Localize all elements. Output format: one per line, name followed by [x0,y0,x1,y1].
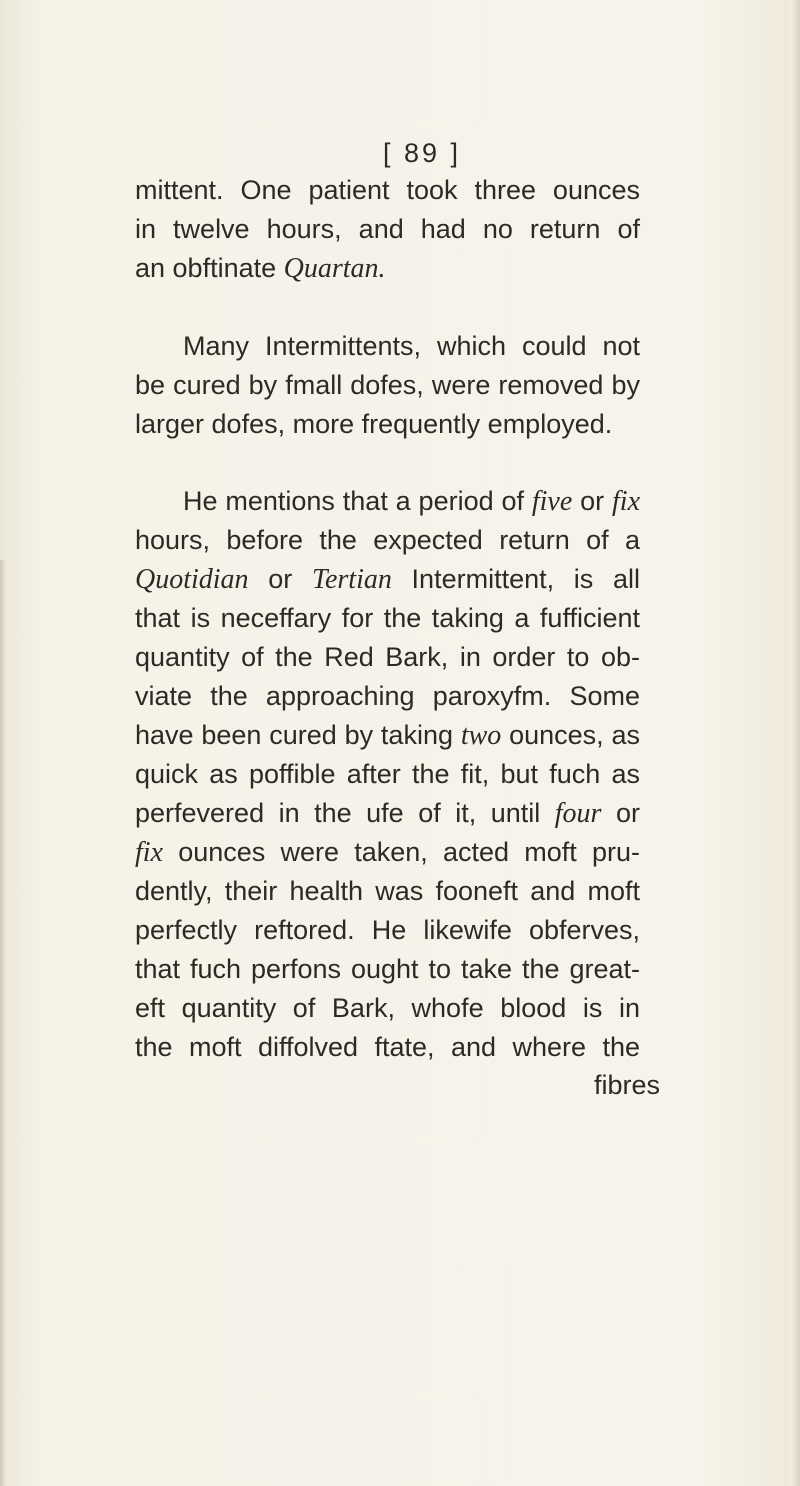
text-line: the moft diffolved ftate, and where the [135,1032,640,1062]
text-line: eft quantity of Bark, whofe blood is in [135,993,640,1023]
page-edge-shadow [790,0,800,1486]
text-line: that fuch perfons ought to take the great- [135,954,640,984]
text-line: viate the approaching paroxyfm. Some [135,681,640,711]
italic-text: fix [612,486,641,517]
text-line: be cured by fmall dofes, were removed by [135,370,640,400]
italic-text: Tertian [311,564,392,595]
paragraph-2 [135,327,640,444]
page-number-header: [ 89 ] [382,138,462,168]
text-line: fix ounces were taken, acted moft pru- [135,837,640,868]
text-line: hours, before the expected return of a [135,525,640,555]
text-line: dently, their health was fooneft and moft [135,876,640,906]
text-line: an obftinate Quartan. [135,253,386,284]
italic-text: Quartan. [283,253,386,284]
text-line: perfectly reftored. He likewife obferves, [135,915,640,945]
paragraph-3 [135,482,640,1067]
italic-text: Quotidian [135,564,249,595]
text-line: mittent. One patient took three ounces [135,175,640,205]
italic-text: fix [135,837,163,868]
text-line: larger dofes, more frequently employed. [135,409,613,439]
text-line: perfevered in the ufe of it, until four or [135,798,640,829]
text-line: in twelve hours, and had no return of [135,214,640,244]
text-line: have been cured by taking two ounces, as [135,720,640,751]
page-gutter-shadow [0,560,6,1486]
text-line: quick as poffible after the fit, but fuch as [135,759,640,789]
italic-text: four [554,798,602,829]
catchword: fibres [594,1070,661,1100]
text-line: quantity of the Red Bark, in order to ob- [135,642,640,672]
paragraph-1 [135,171,640,288]
italic-text: five [531,486,573,517]
text-line: Quotidian or Tertian Intermittent, is all [135,564,641,595]
italic-text: two [460,720,502,751]
text-line: Many Intermittents, which could not [183,331,640,361]
text-line: He mentions that a period of five or fix [183,486,641,517]
text-line: that is neceffary for the taking a fufficient [135,603,640,633]
